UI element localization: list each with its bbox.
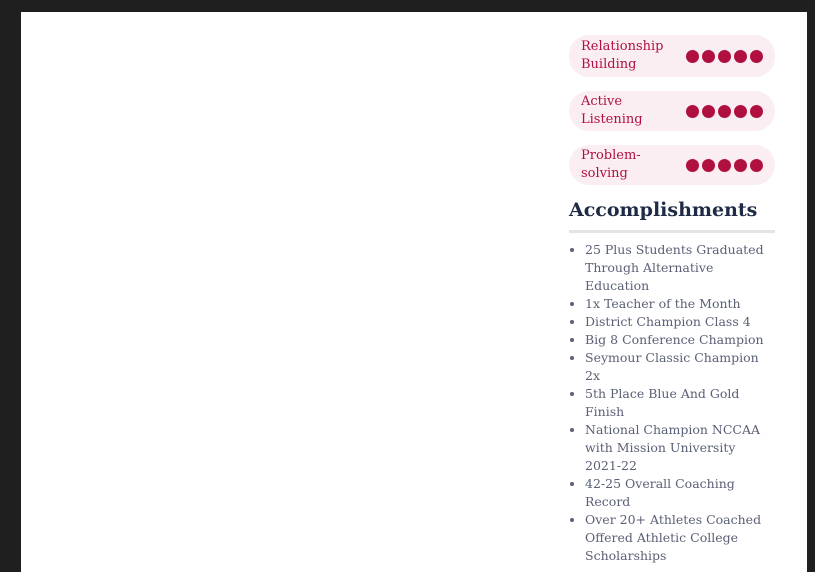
skill-rating [686,50,763,63]
rating-dot-icon [702,50,715,63]
rating-dot-icon [686,159,699,172]
rating-dot-icon [750,159,763,172]
rating-dot-icon [686,105,699,118]
resume-sidebar [569,35,775,565]
list-item: • 42-25 Overall Coaching Record [585,475,775,511]
skill-pill-active-listening [569,91,775,131]
list-item: • 25 Plus Students Graduated Through Alternative Education [585,241,775,295]
skill-label: Relationship Building [581,39,664,72]
accomplishments-list [569,241,775,565]
rating-dot-icon [702,105,715,118]
rating-dot-icon [734,159,747,172]
accomplishments-heading: Accomplishments [569,199,775,233]
skill-pill-relationship-building [569,35,775,77]
list-item: • Big 8 Conference Champion [585,331,775,349]
rating-dot-icon [718,105,731,118]
rating-dot-icon [734,50,747,63]
skill-pill-problem-solving [569,145,775,185]
skill-label: Active Listening [581,94,643,127]
list-item: • Seymour Classic Champion 2x [585,349,775,385]
skill-rating [686,105,763,118]
rating-dot-icon [686,50,699,63]
list-item: • Over 20+ Athletes Coached Offered Athletic College Scholarships [585,511,775,565]
rating-dot-icon [750,105,763,118]
list-item: • National Champion NCCAA with Mission University 2021-22 [585,421,775,475]
rating-dot-icon [702,159,715,172]
rating-dot-icon [718,159,731,172]
list-item: • 1x Teacher of the Month [585,295,775,313]
skill-label: Problem-solving [581,148,641,181]
list-item: • District Champion Class 4 [585,313,775,331]
skill-rating [686,159,763,172]
rating-dot-icon [750,50,763,63]
list-item: • 5th Place Blue And Gold Finish [585,385,775,421]
rating-dot-icon [718,50,731,63]
rating-dot-icon [734,105,747,118]
resume-page [21,12,807,572]
